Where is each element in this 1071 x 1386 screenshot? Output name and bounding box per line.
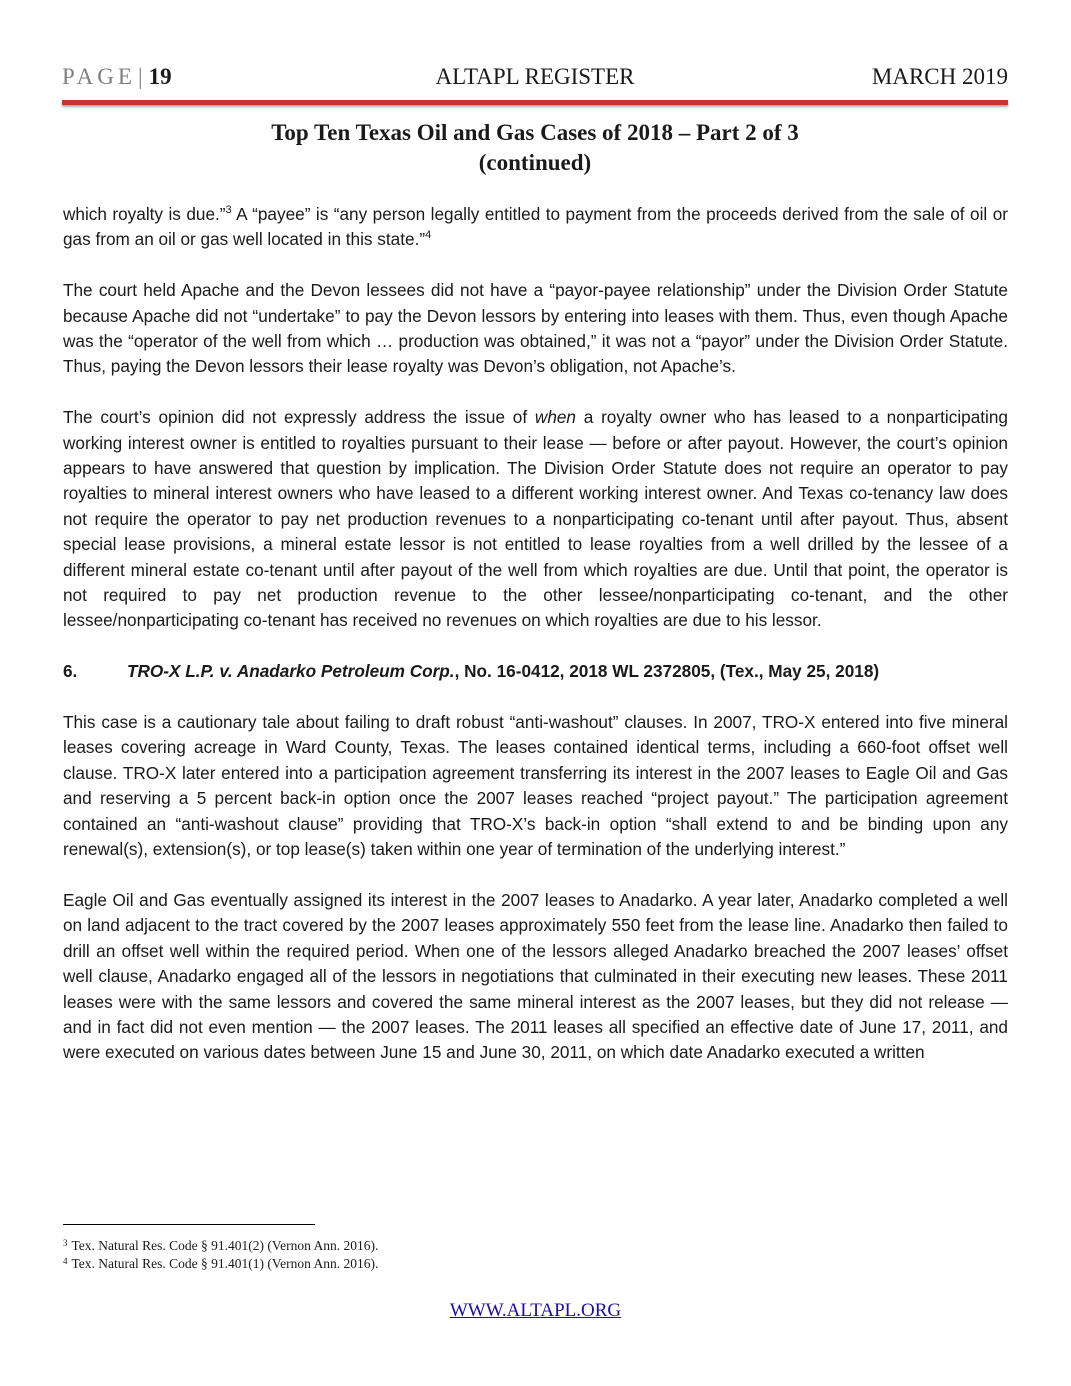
paragraph-3-before: The court’s opinion did not expressly address the issue of bbox=[63, 407, 535, 428]
footnote-text: Tex. Natural Res. Code § 91.401(1) (Vernon Ann. 2016). bbox=[71, 1256, 379, 1271]
page-label-text: PAGE bbox=[62, 64, 136, 89]
page-number: 19 bbox=[148, 64, 172, 89]
article-body bbox=[63, 202, 1008, 1091]
case-number: 6. bbox=[63, 661, 78, 682]
footnote-item bbox=[63, 1255, 378, 1273]
paragraph-4: This case is a cautionary tale about failing to draft robust “anti-washout” clauses. In 2007, TRO-X entered into five mineral leases covering acreage in Ward County, Texas. The leases contained identical terms, including a 660-foot offset well clause. TRO-X later entered into a participation agreement transferring its interest in the 2007 leases to Eagle Oil and Gas and reserving a 5 percent back-in option once the 2007 leases reached “project payout.” The participation agreement contained an “anti-washout clause” providing that TRO-X’s back-in option “shall extend to and be binding upon any renewal(s), extension(s), or top lease(s) taken within one year of termination of the underlying interest.” bbox=[63, 712, 1008, 860]
paragraph-2: The court held Apache and the Devon lessees did not have a “payor-payee relationship” under the Division Order Statute because Apache did not “undertake” to pay the Devon lessors by entering into leases with them. Thus, even though Apache was the “operator of the well from which … production was obtained,” it was not a “payor” under the Division Order Statute. Thus, paying the Devon lessors their lease royalty was Devon’s obligation, not Apache’s. bbox=[63, 280, 1008, 377]
footnote-divider bbox=[63, 1224, 315, 1225]
footnote-number: 3 bbox=[63, 1238, 68, 1248]
paragraph-1-text-b: A “payee” is “any person legally entitled to payment from the proceeds derived from the sale of oil or gas from an oil or gas well located in this state.” bbox=[63, 204, 1008, 250]
paragraph-1 bbox=[63, 202, 1008, 253]
article-title bbox=[62, 118, 1008, 178]
case-heading bbox=[63, 659, 1008, 684]
footnote-ref-4[interactable]: 4 bbox=[425, 229, 432, 242]
footnote-ref-3[interactable]: 3 bbox=[225, 204, 232, 216]
footnotes bbox=[63, 1237, 378, 1273]
article-title-line-2: (continued) bbox=[478, 150, 592, 175]
paragraph-3 bbox=[63, 405, 1008, 634]
article-title-line-1: Top Ten Texas Oil and Gas Cases of 2018 – Part 2 of 3 bbox=[271, 120, 799, 145]
paragraph-3-emphasis: when bbox=[534, 407, 576, 428]
footnote-item bbox=[63, 1237, 378, 1255]
issue-date: MARCH 2019 bbox=[871, 64, 1008, 89]
footnote-text: Tex. Natural Res. Code § 91.401(2) (Vernon Ann. 2016). bbox=[71, 1238, 379, 1253]
header-rule bbox=[62, 100, 1008, 105]
footer bbox=[0, 1300, 1071, 1322]
paragraph-1-text-a: which royalty is due.” bbox=[63, 204, 226, 224]
case-name: TRO-X L.P. v. Anadarko Petroleum Corp. bbox=[127, 661, 455, 682]
publication-title: ALTAPL REGISTER bbox=[435, 64, 635, 89]
case-citation: , No. 16-0412, 2018 WL 2372805, (Tex., May 25, 2018) bbox=[454, 661, 880, 682]
website-link[interactable]: WWW.ALTAPL.ORG bbox=[449, 1300, 622, 1321]
footnote-number: 4 bbox=[63, 1256, 68, 1266]
page-header bbox=[62, 64, 1008, 94]
paragraph-5: Eagle Oil and Gas eventually assigned its interest in the 2007 leases to Anadarko. A year later, Anadarko completed a well on land adjacent to the tract covered by the 2007 leases approximately 550 feet from the lease line. Anadarko then failed to drill an offset well within the required period. When one of the lessors alleged Anadarko breached the 2007 leases’ offset well clause, Anadarko engaged all of the lessors in negotiations that culminated in their executing new leases. These 2011 leases were with the same lessors and covered the same mineral interest as the 2007 leases, but they did not release — and in fact did not even mention — the 2007 leases. The 2011 leases all specified an effective date of June 17, 2011, and were executed on various dates between June 15 and June 30, 2011, on which date Anadarko executed a written bbox=[63, 889, 1008, 1063]
paragraph-3-after: a royalty owner who has leased to a nonparticipating working interest owner is entitled to royalties pursuant to their lease — before or after payout. However, the court’s opinion appears to have answered that question by implication. The Division Order Statute does not require an operator to pay royalties to mineral interest owners who have leased to a different working interest owner. And Texas co-tenancy law does not require the operator to pay net production revenues to a nonparticipating co-tenant until after payout. Thus, absent special lease provisions, a mineral estate lessor is not entitled to lease royalties from a well drilled by the lessee of a different mineral estate co-tenant until after payout of the well from which royalties are due. Until that point, the operator is not required to pay net production revenue to the other lessee/nonparticipating co-tenant, and the other lessee/nonparticipating co-tenant has received no revenues on which royalties are due to his lessor. bbox=[63, 407, 1008, 631]
page-label-separator: | bbox=[137, 64, 143, 89]
